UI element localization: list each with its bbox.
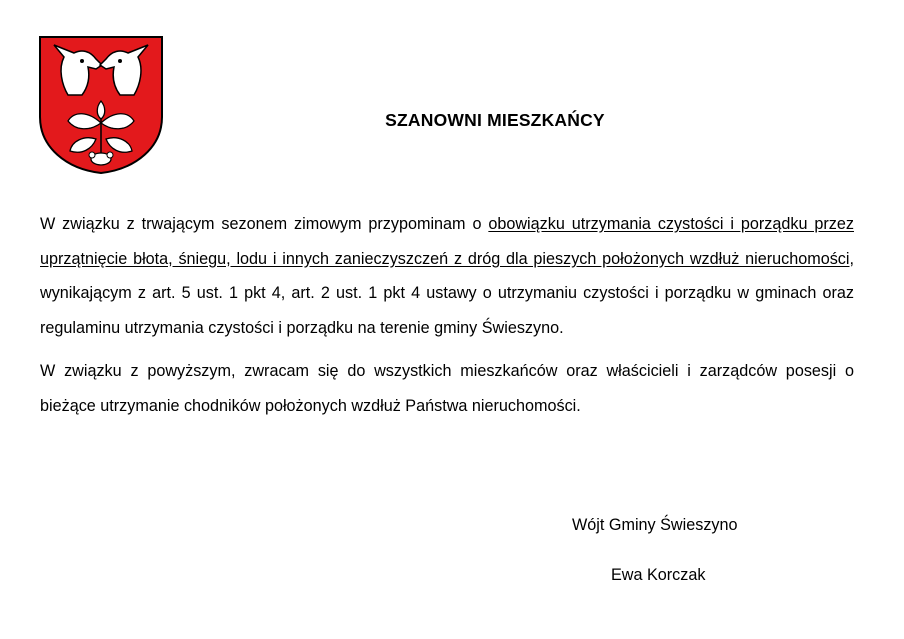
paragraph-1: W związku z trwającym sezonem zimowym przypominam o obowiązku utrzymania czystości i porządku przez uprzątnięcie błota, śniegu, lodu i innych zanieczyszczeń z dróg dla pieszych położonych wzdłuż nieruchomości, wynikającym z art. 5 ust. 1 pkt 4, art. 2 ust. 1 pkt 4 ustawy o utrzymaniu czystości i porządku w gminach oraz regulaminu utrzymania czystości i porządku na terenie gminy Świeszyno. (40, 215, 854, 337)
coat-of-arms-emblem (38, 35, 164, 175)
signature-name: Ewa Korczak (611, 566, 706, 584)
underlined-obligation-text: obowiązku utrzymania czystości i porządku przez uprzątnięcie błota, śniegu, lodu i innych zanieczyszczeń z dróg dla pieszych położonych wzdłuż nieruchomości (40, 215, 854, 268)
paragraph-2: W związku z powyższym, zwracam się do wszystkich mieszkańców oraz właścicieli i zarządców posesji o bieżące utrzymanie chodników położonych wzdłuż Państwa nieruchomości. (40, 362, 854, 415)
letter-body (40, 207, 854, 423)
page-title: SZANOWNI MIESZKAŃCY (385, 110, 605, 130)
signature-title: Wójt Gminy Świeszyno (572, 516, 738, 534)
